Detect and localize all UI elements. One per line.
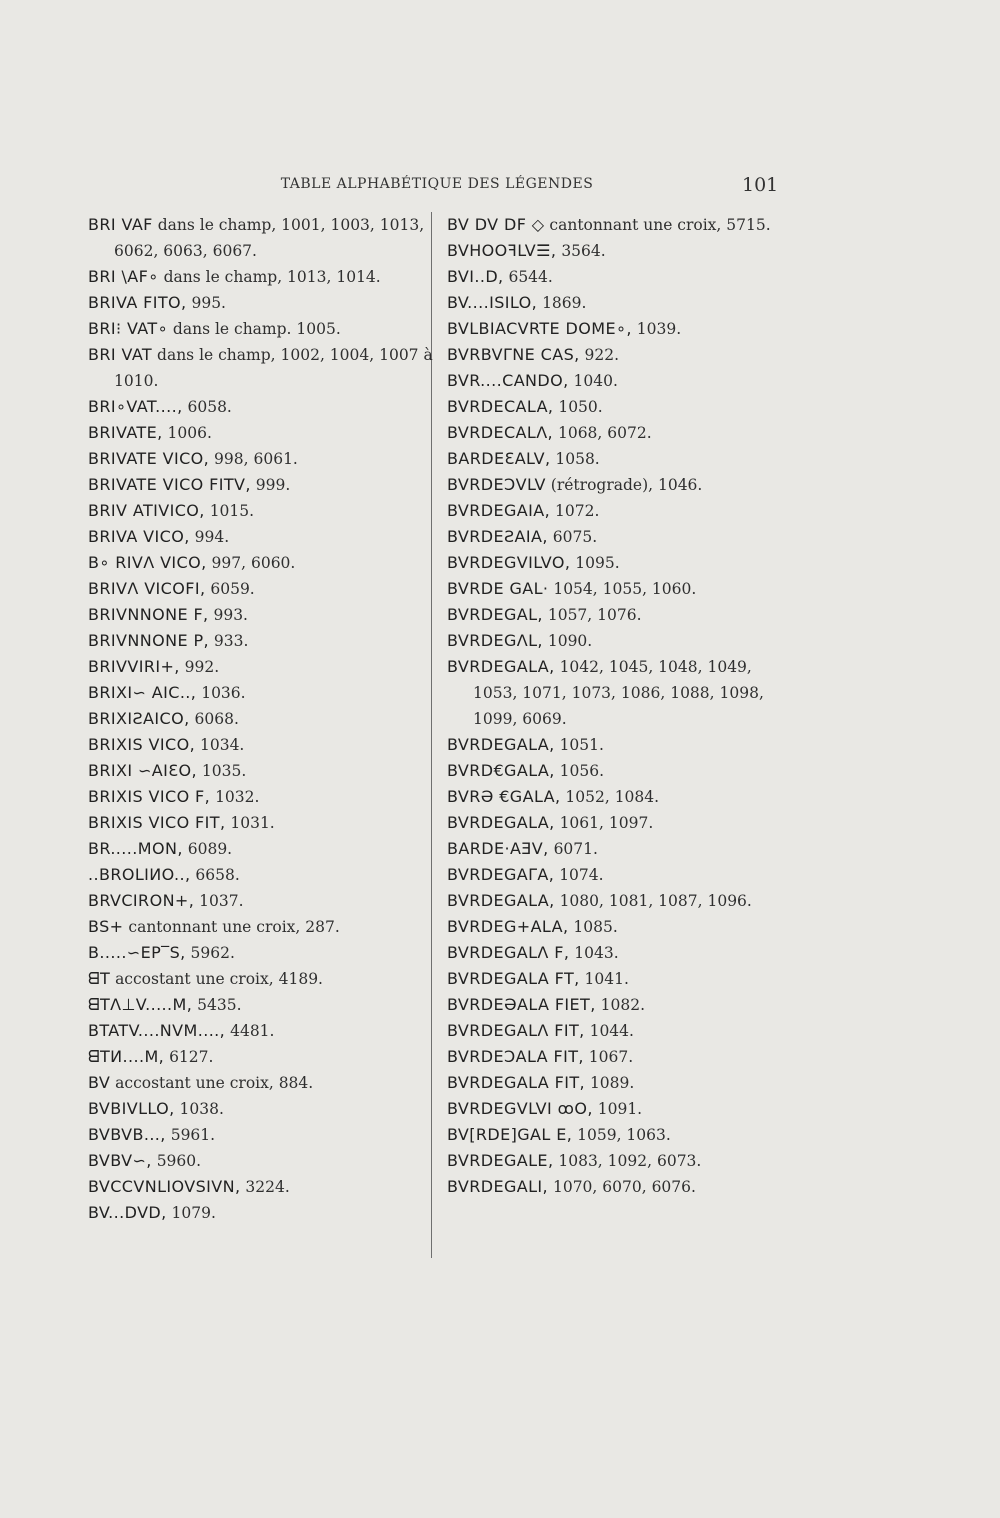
index-entry [447, 472, 782, 498]
left-column [88, 212, 433, 1226]
index-entry [447, 446, 782, 472]
legend-text: BVRDE GAL· [447, 579, 549, 598]
index-entry [88, 992, 433, 1018]
legend-text: BRIVATE VICO FITV, [88, 475, 251, 494]
legend-text: BV...DVD, [88, 1203, 167, 1222]
legend-text: BRI VAF [88, 215, 153, 234]
index-entry [88, 966, 433, 992]
index-entry [447, 394, 782, 420]
legend-text: BVRDEGAIA, [447, 501, 551, 520]
index-entry [447, 238, 782, 264]
legend-text: BVRDEGVLVI ꝏO, [447, 1099, 593, 1118]
legend-text: BVRDEGVILVO, [447, 553, 571, 572]
legend-text: BVRDEGALA, [447, 813, 555, 832]
entry-references: 5961. [165, 1126, 216, 1144]
index-entry [88, 1200, 433, 1226]
legend-text: BR.....MON, [88, 839, 183, 858]
entry-references: dans le champ, 1001, 1003, 1013, 6062, 6063, 6067. [114, 216, 425, 260]
entry-references: 4481. [225, 1022, 275, 1040]
legend-text: BVBIVLLO, [88, 1099, 175, 1118]
index-entry [447, 498, 782, 524]
running-header: TABLE ALPHABÉTIQUE DES LÉGENDES [280, 176, 594, 192]
index-entry [447, 940, 782, 966]
index-entry [88, 1044, 433, 1070]
entry-references: 993. [208, 606, 248, 624]
index-entry [447, 732, 782, 758]
entry-references: 6068. [189, 710, 239, 728]
legend-text: BVRDEGAL, [447, 605, 543, 624]
index-entry [88, 1122, 433, 1148]
entry-references: 5960. [151, 1152, 202, 1170]
legend-text: BRIVATE VICO, [88, 449, 210, 468]
legend-text: BRIVNNONE P, [88, 631, 209, 650]
index-entry [447, 1044, 782, 1070]
entry-references: 1869. [537, 294, 587, 312]
entry-references: 6127. [164, 1048, 214, 1066]
legend-text: BVCCVNLIOVSIVN, [88, 1177, 241, 1196]
index-entry [88, 602, 433, 628]
index-entry [447, 862, 782, 888]
entry-references: 1057, 1076. [542, 606, 642, 624]
legend-text: BRIXIS VICO, [88, 735, 196, 754]
legend-text: BVRDEGALE, [447, 1151, 554, 1170]
index-entry [447, 1018, 782, 1044]
index-entry [447, 966, 782, 992]
entry-references: 1041. [579, 970, 629, 988]
entry-references: 1080, 1081, 1087, 1096. [554, 892, 752, 910]
entry-references: 1015. [204, 502, 255, 520]
entry-references: 1043. [569, 944, 619, 962]
legend-text: BVRDEGALA FIT, [447, 1073, 586, 1092]
entry-references: 933. [209, 632, 249, 650]
index-entry [88, 1070, 433, 1096]
entry-references: 1089. [585, 1074, 635, 1092]
index-entry [447, 316, 782, 342]
index-entry [88, 264, 433, 290]
index-entry [88, 836, 433, 862]
index-entry [447, 810, 782, 836]
legend-text: BRIVA VICO, [88, 527, 190, 546]
index-entry [88, 576, 433, 602]
index-entry [88, 862, 433, 888]
legend-text: B∘ RIVΛ VICO, [88, 553, 207, 572]
entry-references: 1091. [592, 1100, 643, 1118]
index-entry [447, 368, 782, 394]
index-entry [88, 1148, 433, 1174]
entry-references: 1051. [554, 736, 604, 754]
entry-references: 1095. [570, 554, 620, 572]
index-entry [88, 914, 433, 940]
entry-references: 6058. [182, 398, 232, 416]
index-entry [447, 342, 782, 368]
legend-text: B.....∽EP‾S, [88, 943, 186, 962]
index-entry [447, 1096, 782, 1122]
index-entry [88, 290, 433, 316]
legend-text: BRIVATE, [88, 423, 163, 442]
entry-references: 1070, 6070, 6076. [548, 1178, 696, 1196]
index-entry [447, 628, 782, 654]
entry-references: accostant une croix, 884. [110, 1074, 314, 1092]
entry-references: cantonnant une croix, 287. [123, 918, 340, 936]
entry-references: 5962. [185, 944, 235, 962]
legend-text: BVRBVΓNE CAS, [447, 345, 580, 364]
legend-text: BRIV ATIVICO, [88, 501, 205, 520]
legend-text: BRIXI∽ AIC.., [88, 683, 197, 702]
entry-references: 1082. [595, 996, 646, 1014]
index-entry [88, 1096, 433, 1122]
entry-references: (rétrograde), 1046. [545, 476, 703, 494]
entry-references: 922. [579, 346, 620, 364]
entry-references: 1054, 1055, 1060. [548, 580, 697, 598]
legend-text: BVRDEGAΓA, [447, 865, 555, 884]
entry-references: 6075. [547, 528, 598, 546]
legend-text: BV DV DF ◇ [447, 215, 545, 234]
legend-text: BVRDEGALA, [447, 891, 555, 910]
entry-references: 1059, 1063. [572, 1126, 671, 1144]
entry-references: 997, 6060. [206, 554, 296, 572]
index-entry [88, 316, 433, 342]
right-column [447, 212, 782, 1200]
entry-references: 1006. [162, 424, 212, 442]
index-entry [447, 576, 782, 602]
index-entry [447, 654, 782, 732]
legend-text: BRIXIS VICO F, [88, 787, 211, 806]
index-entry [88, 888, 433, 914]
entry-references: 1067. [583, 1048, 634, 1066]
index-entry [88, 732, 433, 758]
index-entry [88, 1174, 433, 1200]
legend-text: BV [88, 1073, 111, 1092]
index-entry [88, 758, 433, 784]
index-entry [447, 784, 782, 810]
index-entry [447, 602, 782, 628]
legend-text: BVRDEGALΛ F, [447, 943, 570, 962]
legend-text: ᗺTИ....M, [88, 1047, 165, 1066]
index-entry [447, 836, 782, 862]
index-entry [447, 264, 782, 290]
entry-references: 1085. [568, 918, 618, 936]
entry-references: 999. [250, 476, 291, 494]
legend-text: BRVCIRON+, [88, 891, 195, 910]
entry-references: 3564. [556, 242, 606, 260]
index-entry [88, 498, 433, 524]
index-entry [447, 550, 782, 576]
entry-references: 1079. [166, 1204, 216, 1222]
legend-text: BVI..D, [447, 267, 504, 286]
legend-text: BVRDEG+ALA, [447, 917, 569, 936]
entry-references: 998, 6061. [209, 450, 298, 468]
entry-references: 1056. [554, 762, 605, 780]
legend-text: BVBV∽, [88, 1151, 152, 1170]
index-entry [88, 810, 433, 836]
legend-text: BVRƏ €GALA, [447, 787, 561, 806]
index-entry [447, 1148, 782, 1174]
legend-text: BRI \AF∘ [88, 267, 159, 286]
legend-text: ..BROLIИO.., [88, 865, 191, 884]
legend-text: BV....ISILO, [447, 293, 538, 312]
legend-text: BRI VAT [88, 345, 153, 364]
entry-references: cantonnant une croix, 5715. [544, 216, 771, 234]
legend-text: BVLBIACVRTE DOME∘, [447, 319, 632, 338]
entry-references: 1083, 1092, 6073. [553, 1152, 702, 1170]
entry-references: 5435. [192, 996, 242, 1014]
entry-references: 1035. [196, 762, 247, 780]
index-entry [447, 888, 782, 914]
entry-references: 1050. [553, 398, 603, 416]
legend-text: BRIXIƧAICO, [88, 709, 190, 728]
legend-text: BARDE·AƎV, [447, 839, 549, 858]
index-entry [88, 940, 433, 966]
entry-references: 1031. [225, 814, 275, 832]
legend-text: BS+ [88, 917, 124, 936]
index-entry [447, 420, 782, 446]
legend-text: BVRDEGALΛ FIT, [447, 1021, 585, 1040]
legend-text: ᗺTΛ⊥V.....M, [88, 995, 193, 1014]
index-entry [88, 680, 433, 706]
index-entry [88, 420, 433, 446]
index-entry [88, 654, 433, 680]
index-entry [88, 706, 433, 732]
entry-references: dans le champ, 1013, 1014. [158, 268, 381, 286]
entry-references: 992. [179, 658, 220, 676]
legend-text: BRIXIS VICO FIT, [88, 813, 226, 832]
legend-text: BVRDEƆVLV [447, 475, 546, 494]
index-entry [447, 212, 782, 238]
legend-text: ᗺT [88, 969, 111, 988]
entry-references: 1068, 6072. [553, 424, 652, 442]
entry-references: 995. [186, 294, 226, 312]
entry-references: 6071. [548, 840, 598, 858]
entry-references: 1038. [174, 1100, 224, 1118]
entry-references: 6059. [205, 580, 255, 598]
entry-references: 1040. [568, 372, 618, 390]
entry-references: 1072. [550, 502, 600, 520]
index-entry [447, 1122, 782, 1148]
entry-references: dans le champ. 1005. [168, 320, 341, 338]
legend-text: BVRDEGALA FT, [447, 969, 580, 988]
legend-text: BVHOOꟻLV☰, [447, 241, 557, 260]
entry-references: 6089. [182, 840, 233, 858]
legend-text: BRI∘VAT...., [88, 397, 183, 416]
entry-references: accostant une croix, 4189. [110, 970, 323, 988]
entry-references: 1061, 1097. [554, 814, 654, 832]
entry-references: 1039. [631, 320, 682, 338]
legend-text: BVRDEƏALA FIET, [447, 995, 596, 1014]
legend-text: BVRDEƧAIA, [447, 527, 548, 546]
legend-text: BRIVVIRI+, [88, 657, 180, 676]
legend-text: BVRD€GALA, [447, 761, 555, 780]
entry-references: 1058. [550, 450, 600, 468]
entry-references: 1052, 1084. [560, 788, 660, 806]
entry-references: 1074. [554, 866, 604, 884]
entry-references: 1042, 1045, 1048, 1049, 1053, 1071, 1073, 1086, 1088, 1098, 1099, 6069. [473, 658, 764, 728]
legend-text: BV[RDE]GAL E, [447, 1125, 573, 1144]
index-entry [447, 1174, 782, 1200]
entry-references: dans le champ, 1002, 1004, 1007 à 1010. [114, 346, 433, 390]
index-entry [447, 914, 782, 940]
legend-text: BRIVNNONE F, [88, 605, 209, 624]
index-entry [88, 524, 433, 550]
legend-text: BRIVA FITO, [88, 293, 187, 312]
index-entry [88, 472, 433, 498]
legend-text: BVRDECALA, [447, 397, 554, 416]
legend-text: BVBVB..., [88, 1125, 166, 1144]
entry-references: 6658. [190, 866, 240, 884]
index-entry [88, 342, 433, 394]
index-entry [447, 992, 782, 1018]
entry-references: 1032. [210, 788, 260, 806]
index-entry [88, 550, 433, 576]
index-entry [88, 784, 433, 810]
index-entry [447, 758, 782, 784]
legend-text: BVRDEGALI, [447, 1177, 549, 1196]
legend-text: BRI⁝ VAT∘ [88, 319, 168, 338]
index-entry [88, 446, 433, 472]
index-entry [88, 1018, 433, 1044]
index-entry [447, 524, 782, 550]
legend-text: BVRDEGALA, [447, 657, 555, 676]
entry-references: 1090. [542, 632, 593, 650]
legend-text: BVRDEGALA, [447, 735, 555, 754]
entry-references: 3224. [240, 1178, 290, 1196]
entry-references: 1036. [196, 684, 246, 702]
legend-text: BVRDEGΛL, [447, 631, 543, 650]
index-entry [88, 628, 433, 654]
legend-text: BRIVΛ VICOFI, [88, 579, 206, 598]
index-entry [88, 212, 433, 264]
legend-text: BARDEƐALV, [447, 449, 551, 468]
legend-text: BVRDEƆALA FIT, [447, 1047, 584, 1066]
entry-references: 1037. [194, 892, 244, 910]
index-entry [447, 1070, 782, 1096]
entry-references: 994. [189, 528, 230, 546]
entry-references: 6544. [503, 268, 553, 286]
legend-text: BVRDECALΛ, [447, 423, 554, 442]
legend-text: BRIXI ∽AIƐO, [88, 761, 197, 780]
entry-references: 1034. [195, 736, 245, 754]
entry-references: 1044. [584, 1022, 634, 1040]
index-entry [88, 394, 433, 420]
legend-text: BTATV....NVM...., [88, 1021, 226, 1040]
page-number: 101 [742, 174, 779, 196]
index-entry [447, 290, 782, 316]
legend-text: BVR....CANDO, [447, 371, 569, 390]
